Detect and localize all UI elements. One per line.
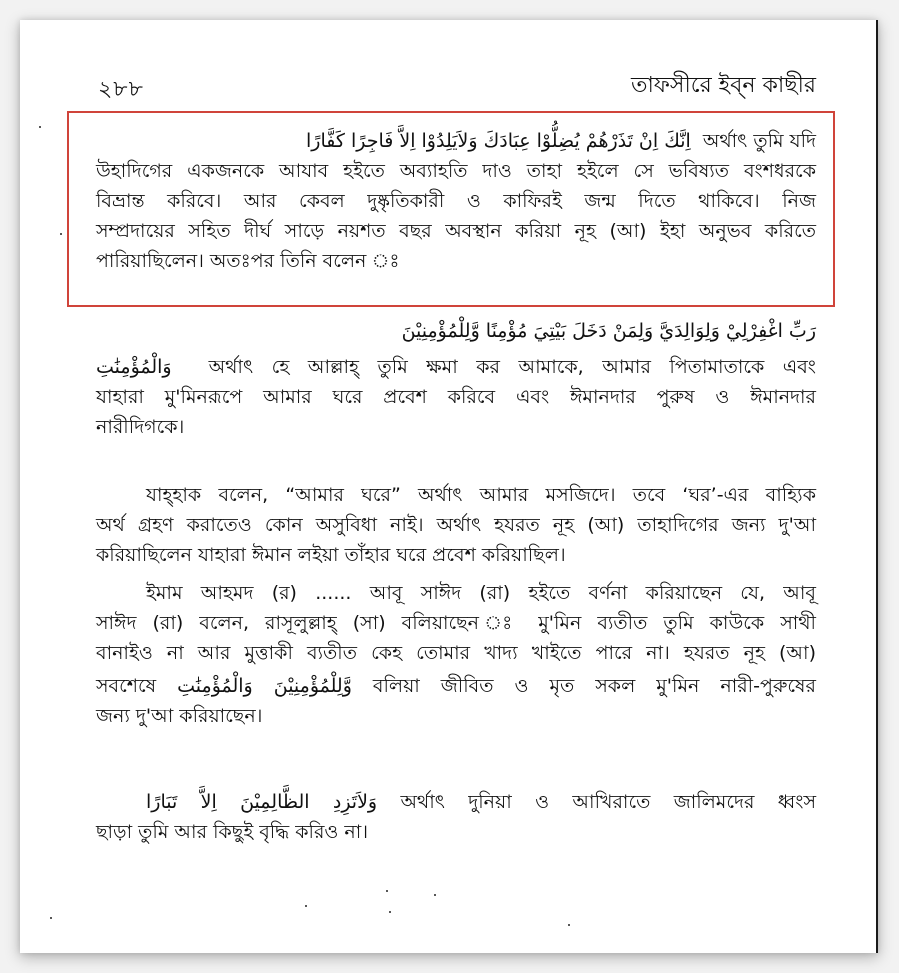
scan-speck	[386, 890, 388, 892]
text-line: করিয়াছিলেন যাহারা ঈমান লইয়া তাঁহার ঘরে প্রবেশ করিয়াছিল।	[96, 544, 566, 566]
page-number: ২৮৮	[98, 77, 144, 102]
scan-speck	[389, 911, 391, 913]
text-line: নারীদিগকে।	[96, 416, 185, 438]
arabic-verse: رَبِّ اغْفِرْلِيْ وَلِوَالِدَيَّ وَلِمَنْ دَخَلَ بَيْتِيَ مُؤْمِنًا وَّلِلْمُؤْمِنِيْنَ	[401, 320, 816, 342]
paragraph-dahhak	[96, 480, 816, 570]
text-line: বিভ্রান্ত করিবে। আর কেবল দুষ্কৃতিকারী ও কাফিরই জন্ম দিতে থাকিবে। নিজ	[96, 190, 816, 212]
text-segment: বলিয়া জীবিত ও মৃত সকল মু'মিন নারী-পুরুষের	[372, 675, 816, 697]
paragraph-prayer	[96, 316, 816, 442]
text-segment: সবশেষে	[96, 675, 157, 697]
text-line: পারিয়াছিলেন। অতঃপর তিনি বলেন ঃ	[96, 250, 400, 272]
text-line: যাহারা মু'মিনরূপে আমার ঘরে প্রবেশ করিবে এবং ঈমানদার পুরুষ ও ঈমানদার	[96, 386, 816, 408]
text-segment: অর্থাৎ হে আল্লাহ্ তুমি ক্ষমা কর আমাকে, আমার পিতামাতাকে এবং	[208, 356, 816, 378]
mixed-line	[96, 671, 816, 701]
text-line: যাহ্হাক বলেন, “আমার ঘরে” অর্থাৎ আমার মসজিদে। তবে ‘ঘর’-এর বাহ্যিক	[146, 484, 816, 506]
mixed-line	[96, 787, 816, 817]
text-line: উহাদিগের একজনকে আযাব হইতে অব্যাহতি দাও তাহা হইলে সে ভবিষ্যত বংশধরকে	[96, 160, 816, 182]
scan-speck	[568, 924, 570, 926]
paragraph-imam-ahmad	[96, 578, 816, 731]
text-line: সম্প্রদায়ের সহিত দীর্ঘ সাড়ে নয়শত বছর অবস্থান করিয়া নূহ (আ) ইহা অনুভব করিতে	[96, 220, 816, 242]
text-line: জন্য দু'আ করিয়াছেন।	[96, 705, 263, 727]
scan-speck	[50, 917, 52, 919]
page-edge-line	[876, 20, 878, 953]
highlighted-paragraph	[96, 126, 816, 276]
scan-speck	[434, 894, 436, 896]
arabic-verse-inline: وَلاَتَزِدِ الظَّالِمِيْنَ اِلاَّ تَبَارًا	[146, 791, 378, 813]
book-title: তাফসীরে ইব্ন কাছীর	[630, 73, 816, 98]
arabic-verse: اِنَّكَ اِنْ تَذَرْهُمْ يُضِلُّوْا عِبَادَكَ وَلاَيَلِدُوْا اِلاَّ فَاجِرًا كَفَّارًا	[306, 130, 691, 152]
text-line: ইমাম আহমদ (র) ...... আবূ সাঈদ (রা) হইতে বর্ণনা করিয়াছেন যে, আবূ	[146, 582, 816, 604]
arabic-verse-inline: وَّلِلْمُؤْمِنِيْنَ وَالْمُؤْمِنَٰتِ	[177, 675, 352, 697]
text-line: অর্থ গ্রহণ করাতেও কোন অসুবিধা নাই। অর্থাৎ হযরত নূহ (আ) তাহাদিগের জন্য দু'আ	[96, 514, 816, 536]
text-segment: অর্থাৎ দুনিয়া ও আখিরাতে জালিমদের ধ্বংস	[400, 791, 816, 813]
scan-speck	[39, 126, 41, 128]
text-segment: অর্থাৎ তুমি যদি	[702, 130, 816, 152]
document-page	[20, 20, 878, 953]
text-line: বানাইও না আর মুত্তাকী ব্যতীত কেহ তোমার খাদ্য খাইতে পারে না। হযরত নূহ (আ)	[96, 642, 816, 664]
arabic-verse-inline: وَالْمُؤْمِنَٰتِ	[96, 356, 172, 378]
mixed-line	[96, 352, 816, 382]
text-line: ছাড়া তুমি আর কিছুই বৃদ্ধি করিও না।	[96, 821, 369, 843]
mixed-line	[96, 126, 816, 156]
paragraph-destruction	[96, 787, 816, 847]
scan-speck	[305, 905, 307, 907]
scan-speck	[60, 233, 62, 235]
text-line: সাঈদ (রা) বলেন, রাসূলুল্লাহ্ (সা) বলিয়াছেন ঃ মু'মিন ব্যতীত তুমি কাউকে সাথী	[96, 612, 816, 634]
